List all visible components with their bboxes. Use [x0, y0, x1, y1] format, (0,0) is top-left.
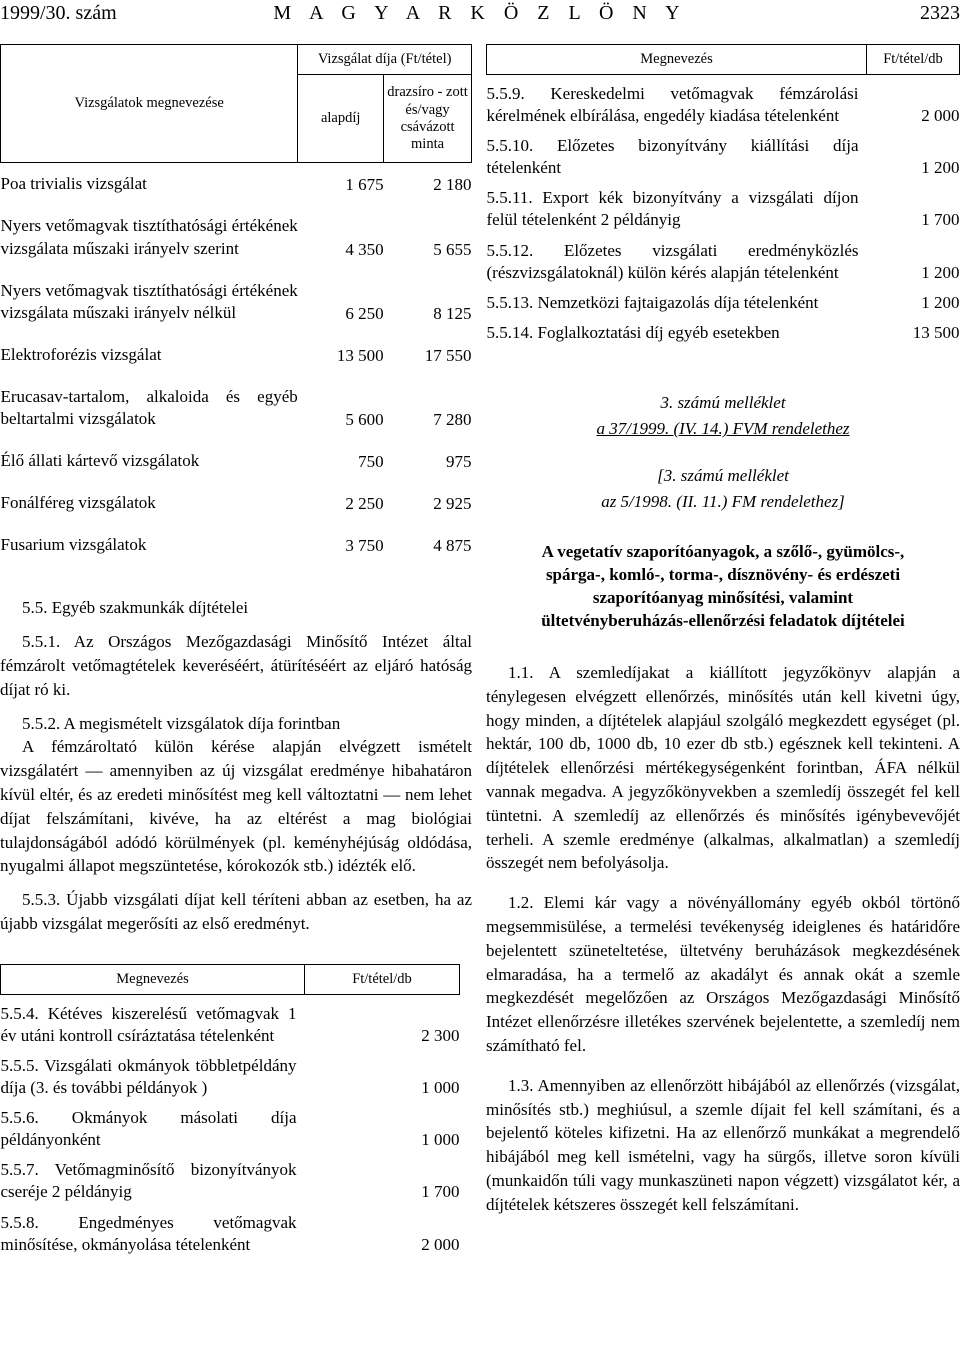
right-list-item-value: 2 000 — [921, 106, 960, 126]
fee-row-base: 3 750 — [345, 536, 384, 556]
right-list-item-name: 5.5.14. Foglalkoztatási díj egyéb esetekben — [486, 322, 780, 342]
fee-row-name: Nyers vetőmagvak tisztíthatósági értékének vizsgálata műszaki irányelv szerint — [0, 216, 298, 258]
fee-row-base: 13 500 — [336, 345, 384, 365]
left-list-item-name: 5.5.5. Vizsgálati okmányok többletpéldány díja (3. és további példányok ) — [0, 1055, 297, 1098]
table-row — [487, 284, 960, 314]
left-fee-list — [0, 964, 460, 1256]
right-list-item-name: 5.5.13. Nemzetközi fajtaigazolás díja tételenként — [486, 292, 819, 312]
fee-row-base: 2 250 — [345, 494, 384, 514]
fee-table — [0, 44, 472, 556]
annex-line: [3. számú melléklet — [657, 465, 789, 485]
table-row — [1, 163, 472, 196]
fee-row-name: Fusarium vizsgálatok — [0, 535, 147, 555]
left-list-item-value: 1 700 — [421, 1182, 460, 1202]
fee-row-extra: 4 875 — [433, 536, 472, 556]
table-row — [1, 1151, 460, 1203]
section-heading-5-5: 5.5. Egyéb szakmunkák díjtételei — [22, 598, 249, 618]
left-list-item-value: 2 300 — [421, 1025, 460, 1045]
annex-reference — [486, 390, 960, 515]
paragraph-5-5-3: 5.5.3. Újabb vizsgálati díjat kell téríteni abban az esetben, ha az újabb vizsgálat megerősíti az első eredményt. — [0, 890, 472, 933]
fee-row-extra: 5 655 — [433, 239, 472, 259]
paragraph-1-1: 1.1. A szemledíjakat a kiállított jegyzőkönyv alapján a ténylegesen elvégzett ellenőrzés, minősítés után kell kivetni úgy, hogy minden, a díjtételek alapjául szolgáló megkezdett egységet (pl. hektár, 100 db, 1000 db, 10 ezer db stb.) egésznek kell tekinteni. A díjtételek ellenőrzési mértékegységenként forintban, ÁFA nélkül vannak megadva. A jegyzőkönyvekben a szemledíj összegét fel kell tüntetni. A szemledíj az ellenőrzés és minősítés igénybevevőjét terheli. A szemle eredménye (alkalmas, alkalmatlan) a szemledíj összegét nem befolyásolja. — [486, 663, 960, 873]
table-row — [1, 1047, 460, 1099]
annex-line: a 37/1999. (IV. 14.) FVM rendelethez — [596, 419, 850, 439]
right-list-item-name: 5.5.11. Export kék bizonyítvány a vizsgálati díjon felül tételenként 2 példányig — [486, 188, 859, 230]
table-row — [1, 514, 472, 556]
left-list-item-name: 5.5.6. Okmányok másolati díja példányonként — [0, 1108, 297, 1150]
left-list-item-value: 1 000 — [421, 1078, 460, 1098]
right-list-item-value: 1 200 — [921, 292, 960, 312]
left-list-item-name: 5.5.8. Engedményes vetőmagvak minősítése, okmányolása tételenként — [0, 1212, 297, 1254]
paragraph-1-2: 1.2. Elemi kár vagy a növényállomány egyéb okból törtönő megsemmisülése, a termelési tevékenység ideiglenes és határidőre bejelentett szüneteltetése, ültetvény beruházások megkezdésének elmaradása, ha a termelő az akadályt és annak okát a szemle megkezdését megelőzően az Országos Mezőgazdasági Minősítő Intézet ellenőrzésre illetékes szervének bejelentette, a szemledíj nem számítható fel. — [486, 893, 960, 1056]
fee-col-group: Vizsgálat díja (Ft/tétel) — [298, 45, 472, 75]
fee-row-name: Nyers vetőmagvak tisztíthatósági értékének vizsgálata műszaki irányelv nélkül — [0, 280, 298, 322]
table-row — [1, 260, 472, 324]
title-line: A vegetatív szaporítóanyagok, a szőlő-, gyümölcs-, — [541, 542, 905, 562]
fee-row-base: 6 250 — [345, 303, 384, 323]
left-list-col-name: Megnevezés — [1, 964, 305, 994]
fee-row-name: Elektroforézis vizsgálat — [0, 344, 162, 364]
table-row — [487, 127, 960, 179]
left-list-col-price: Ft/tétel/db — [305, 964, 460, 994]
right-list-item-name: 5.5.9. Kereskedelmi vetőmagvak fémzárolási kérelmének elbírálása, engedély kiadása tételenként — [486, 84, 859, 126]
table-row — [487, 179, 960, 231]
table-row — [1, 472, 472, 514]
table-row — [1, 1204, 460, 1256]
table-row — [487, 232, 960, 284]
fee-row-name: Fonálféreg vizsgálatok — [0, 493, 156, 513]
paragraph-5-5-2: 5.5.2. A megismételt vizsgálatok díja forintban — [22, 713, 341, 733]
fee-row-extra: 17 550 — [424, 345, 472, 365]
right-list-item-name: 5.5.10. Előzetes bizonyítvány kiállítási díja tételenként — [486, 136, 859, 178]
fee-row-base: 4 350 — [345, 239, 384, 259]
paragraph-5-5-1: 5.5.1. Az Országos Mezőgazdasági Minősítő Intézet által fémzárolt vetőmagtételek keveréséért, átürítéséért az eljáró hatóság díjat ró ki. — [0, 632, 472, 699]
title-line: szaporítóanyag minősítési, valamint — [592, 588, 854, 608]
table-row — [1, 1099, 460, 1151]
table-row — [1, 195, 472, 259]
annex-line: 3. számú melléklet — [660, 392, 786, 412]
fee-row-base: 1 675 — [345, 175, 384, 195]
title-line: spárga-, komló-, torma-, dísznövény- és erdészeti — [545, 565, 901, 585]
right-list-item-value: 1 700 — [921, 210, 960, 230]
fee-row-extra: 975 — [446, 452, 472, 472]
table-row — [487, 314, 960, 344]
table-row — [1, 994, 460, 1047]
paragraph-5-5-2-body: A fémzároltató külön kérése alapján elvégzett ismételt vizsgálatért — amennyiben az új vizsgálat eredménye hibahatáron kívül eltér, és az eredeti minősítést meg kell változtatni — nem lehet díjat felszámítani, kivéve, ha az eltérést a mag biológiai tulajdonságából adódó körülmények (pl. keményhéjúság oldódása, nyugalmi állapot megszüntetése, kórokozók stb.) idézték elő. — [0, 737, 472, 876]
fee-row-extra: 7 280 — [433, 410, 472, 430]
left-list-item-name: 5.5.7. Vetőmagminősítő bizonyítványok cseréje 2 példányig — [0, 1160, 297, 1202]
left-list-item-value: 1 000 — [421, 1130, 460, 1150]
fee-col-base: alapdíj — [298, 75, 384, 163]
title-line: ültetvényberuházás-ellenőrzési feladatok díjtételei — [541, 611, 905, 631]
fee-row-name: Erucasav-tartalom, alkaloida és egyéb beltartalmi vizsgálatok — [0, 386, 298, 429]
right-list-col-name: Megnevezés — [487, 45, 867, 75]
fee-col-extra: drazsíro - zott és/vagy csávázott minta — [384, 75, 472, 163]
fee-row-extra: 2 925 — [433, 494, 472, 514]
table-row — [1, 366, 472, 430]
fee-col-name: Vizsgálatok megnevezése — [1, 45, 298, 163]
paragraph-1-3: 1.3. Amennyiben az ellenőrzött hibájából az ellenőrzés (vizsgálat, minősítés stb.) meghiúsul, a szemle díjait fel kell számítani, és a bejelentő köteles kifizetni. Ha az ellenőrző munkákat a megrendelő hibájából meg kell ismételni, vagy ha sürgős, illetve soron kívüli (munkaidőn túli vagy munkaszüneti napon végzett) vizsgálatot kér, a díjtételek kétszeres összegét kell felszámítani. — [486, 1075, 960, 1214]
fee-row-extra: 2 180 — [433, 175, 472, 195]
right-fee-list — [486, 44, 960, 344]
fee-row-extra: 8 125 — [433, 303, 472, 323]
table-row — [487, 75, 960, 128]
publication-title: M A G Y A R K Ö Z L Ö N Y — [273, 2, 687, 24]
table-row — [1, 324, 472, 366]
issue-number: 1999/30. szám — [0, 2, 117, 24]
annex-title — [486, 541, 960, 633]
annex-line: az 5/1998. (II. 11.) FM rendelethez] — [601, 491, 845, 511]
right-list-col-price: Ft/tétel/db — [867, 45, 960, 75]
page-number: 2323 — [920, 2, 960, 24]
right-list-item-name: 5.5.12. Előzetes vizsgálati eredményközlés (részvizsgálatoknál) külön kérés alapján tételenként — [486, 240, 859, 282]
fee-row-base: 5 600 — [345, 410, 384, 430]
right-column — [486, 44, 960, 1217]
table-row — [1, 430, 472, 472]
right-list-item-value: 1 200 — [921, 158, 960, 178]
right-list-item-value: 1 200 — [921, 262, 960, 282]
page-header — [0, 0, 960, 30]
fee-row-base: 750 — [358, 452, 384, 472]
fee-row-name: Poa trivialis vizsgálat — [0, 174, 147, 194]
left-list-item-value: 2 000 — [421, 1234, 460, 1254]
right-list-item-value: 13 500 — [912, 322, 960, 342]
fee-row-name: Élő állati kártevő vizsgálatok — [0, 451, 200, 471]
left-list-item-name: 5.5.4. Kétéves kiszerelésű vetőmagvak 1 év utáni kontroll csíráztatása tételenként — [0, 1003, 297, 1045]
left-column — [0, 44, 472, 1256]
